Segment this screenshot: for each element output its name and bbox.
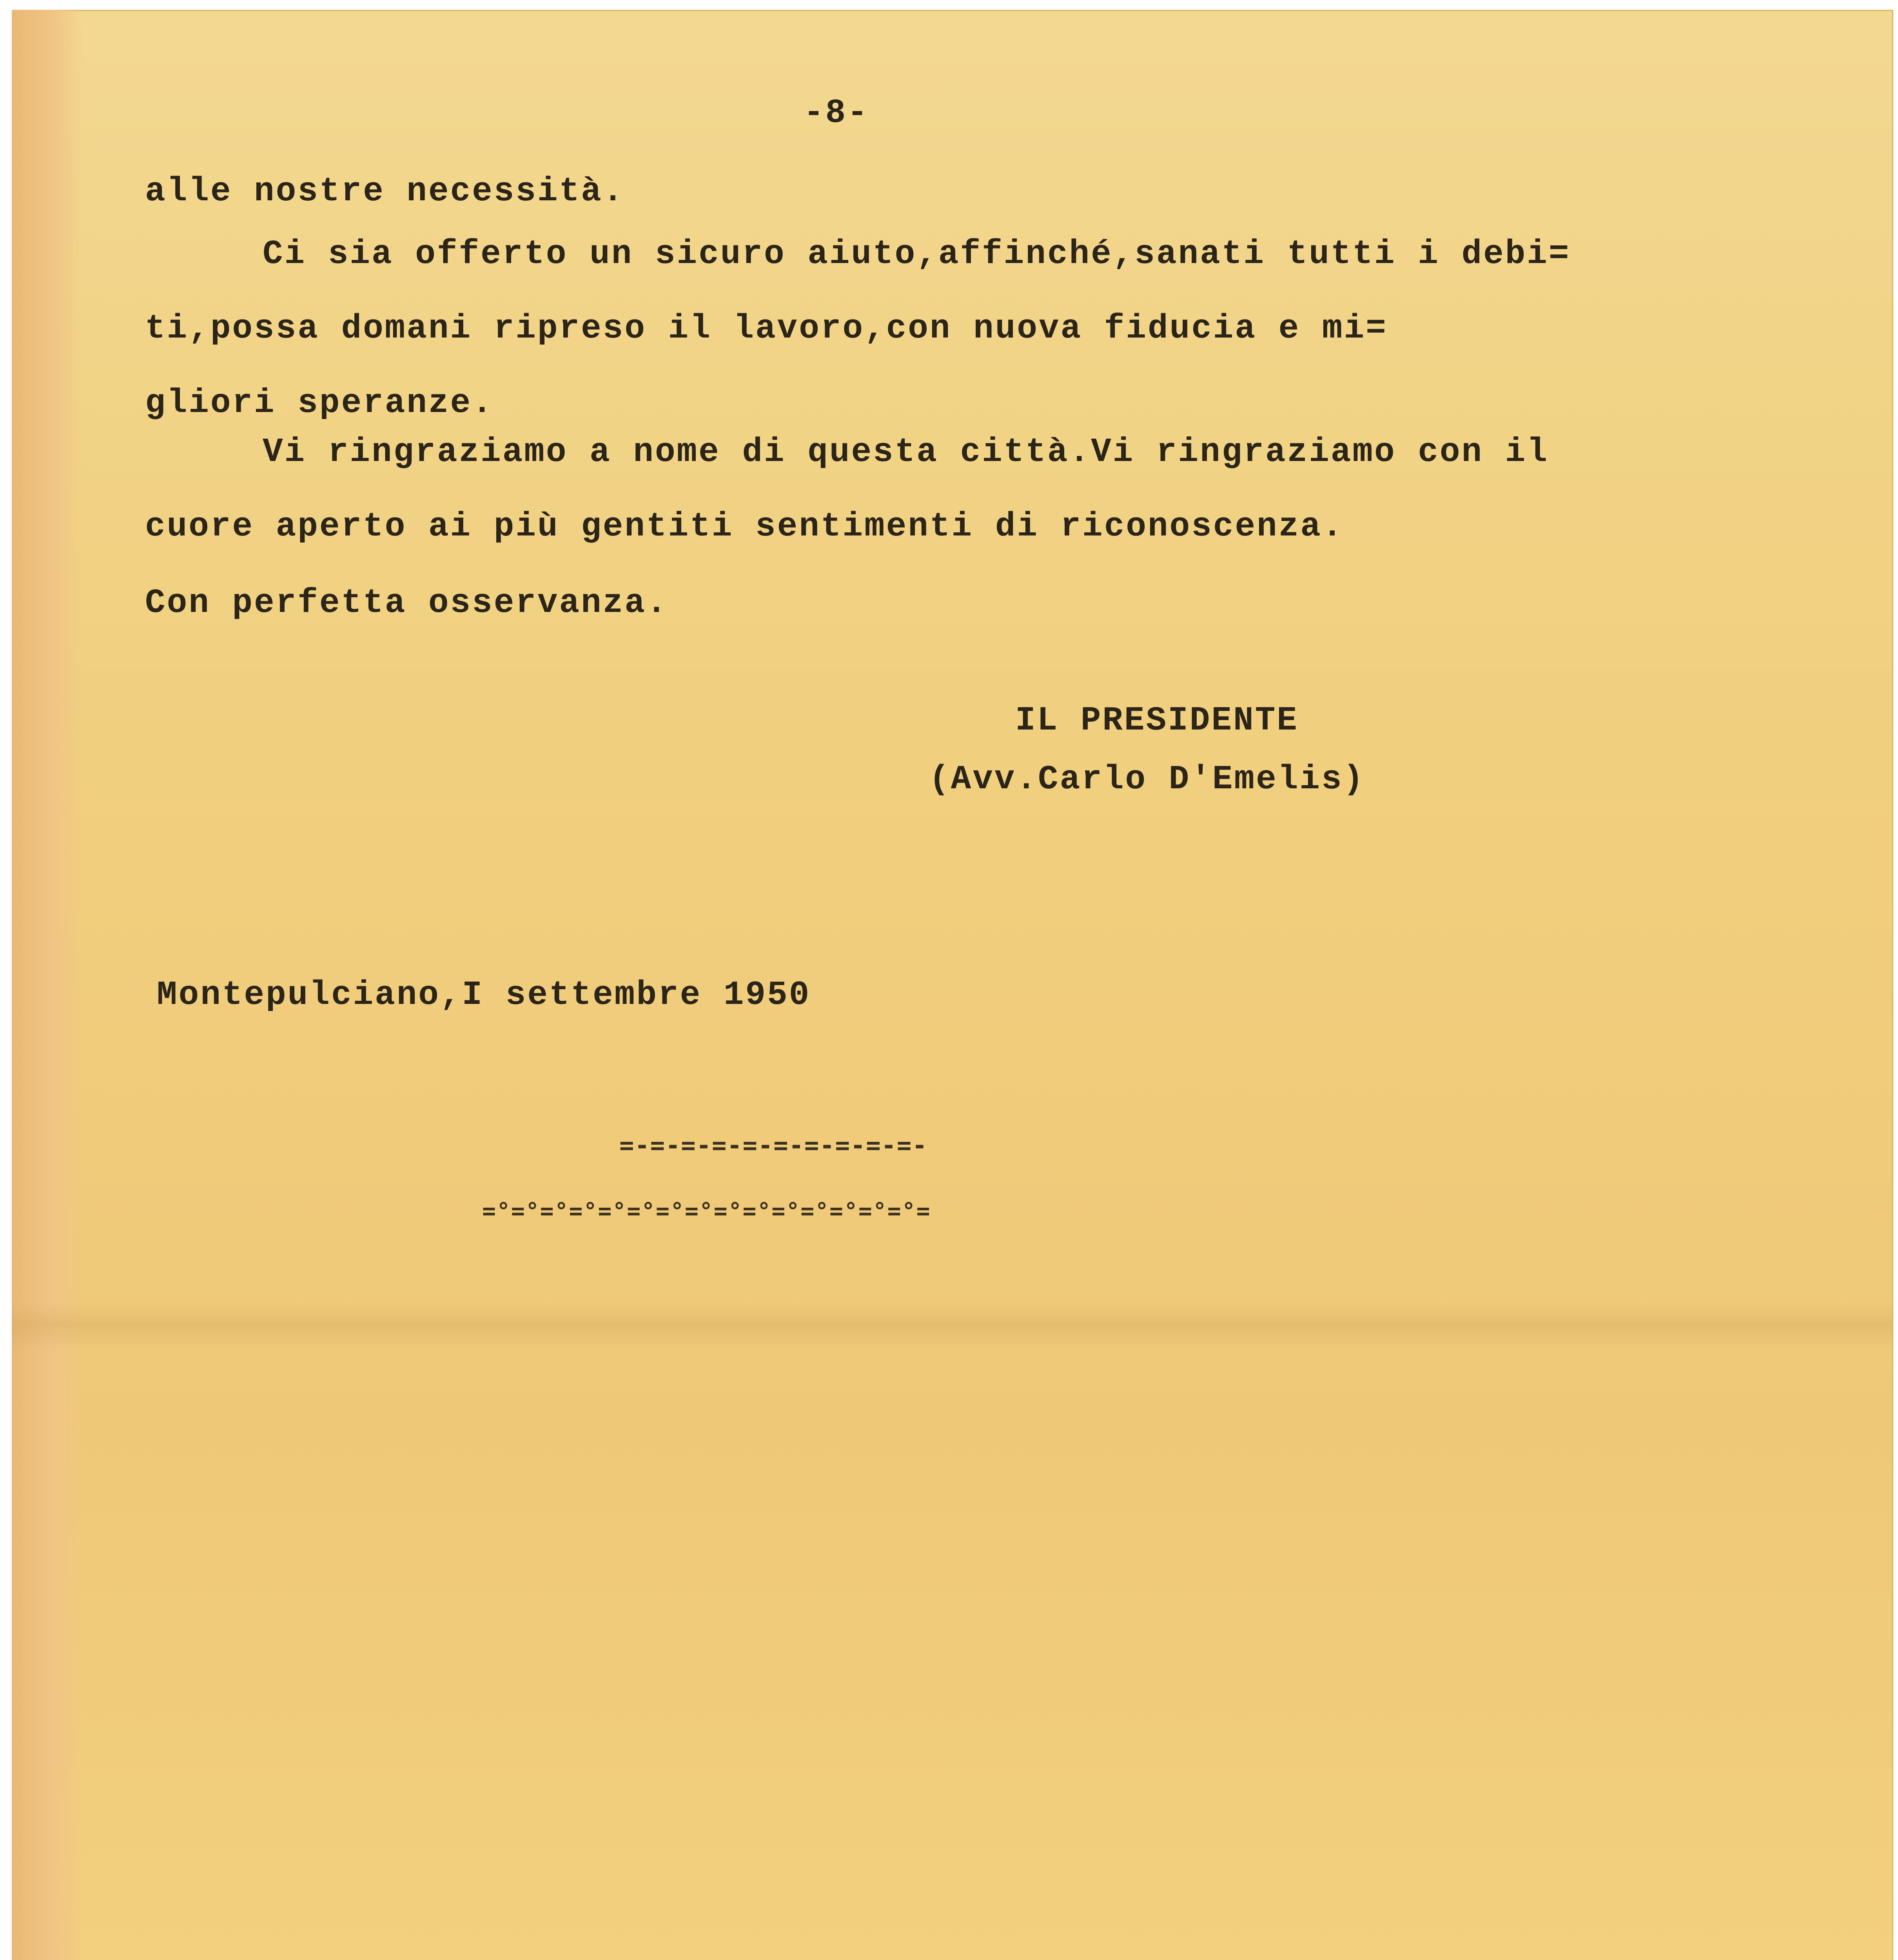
document-page xyxy=(12,10,1893,1960)
place-date: Montepulciano,I settembre 1950 xyxy=(157,976,811,1014)
body-line: ti,possa domani ripreso il lavoro,con nuova fiducia e mi= xyxy=(145,309,1388,348)
body-line: Ci sia offerto un sicuro aiuto,affinché,sanati tutti i debi= xyxy=(263,235,1571,273)
ornament-divider: =°=°=°=°=°=°=°=°=°=°=°=°=°=°=°= xyxy=(482,1198,931,1224)
body-line: alle nostre necessità. xyxy=(145,172,625,211)
body-line: Vi ringraziamo a nome di questa città.Vi ringraziamo con il xyxy=(263,433,1549,471)
signature-title: IL PRESIDENTE xyxy=(1015,701,1299,740)
body-line: gliori speranze. xyxy=(145,384,494,422)
body-line: cuore aperto ai più gentiti sentimenti di riconoscenza. xyxy=(145,507,1344,546)
page-number: -8- xyxy=(804,94,869,132)
signature-name: (Avv.Carlo D'Emelis) xyxy=(929,760,1365,799)
ornament-divider: =-=-=-=-=-=-=-=-=-=- xyxy=(619,1131,928,1160)
body-line: Con perfetta osservanza. xyxy=(145,584,668,622)
